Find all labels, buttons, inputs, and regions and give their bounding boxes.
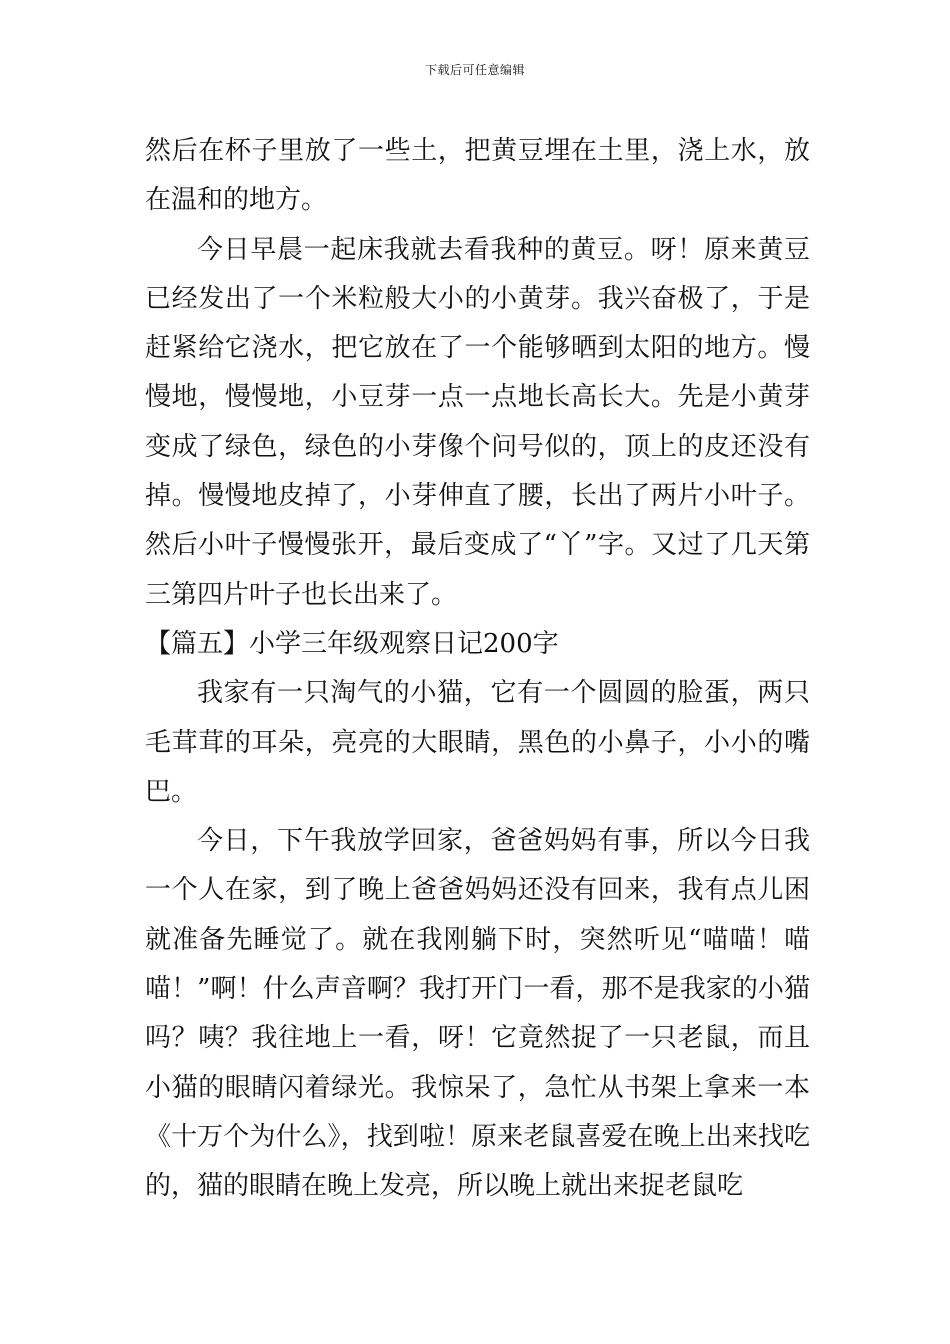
section-heading: 【篇五】小学三年级观察日记200字 [145,628,559,659]
page-header: 下载后可任意编辑 [424,63,525,77]
paragraph-continuation: 然后在杯子里放了一些土，把黄豆埋在土里，浇上水，放在温和的地方。 [145,136,810,216]
paragraph-soybean-growth: 今日早晨一起床我就去看我种的黄豆。呀！原来黄豆已经发出了一个米粒般大小的小黄芽。我兴奋极了，于是赶紧给它浇水，把它放在了一个能够晒到太阳的地方。慢慢地，慢慢地，小豆芽一点一点地长高长大。先是小黄芽变成了绿色，绿色的小芽像个问号似的，顶上的皮还没有掉。慢慢地皮掉了，小芽伸直了腰，长出了两片小叶子。然后小叶子慢慢张开，最后变成了“丫”字。又过了几天第三第四片叶子也长出来了。 [145,234,810,610]
paragraph-cat-story: 今日，下午我放学回家，爸爸妈妈有事，所以今日我一个人在家，到了晚上爸爸妈妈还没有回来，我有点儿困就准备先睡觉了。就在我刚躺下时，突然听见“喵喵！喵喵！”啊！什么声音啊？我打开门一看，那不是我家的小猫吗？咦？我往地上一看，呀！它竟然捉了一只老鼠，而且小猫的眼睛闪着绿光。我惊呆了，急忙从书架上拿来一本《十万个为什么》，找到啦！原来老鼠喜爱在晚上出来找吃的，猫的眼睛在晚上发亮，所以晚上就出来捉老鼠吃 [145,826,810,1202]
paragraph-cat-description: 我家有一只淘气的小猫，它有一个圆圆的脸蛋，两只毛茸茸的耳朵，亮亮的大眼睛，黑色的小鼻子，小小的嘴巴。 [145,678,810,807]
document-body [145,127,810,1212]
